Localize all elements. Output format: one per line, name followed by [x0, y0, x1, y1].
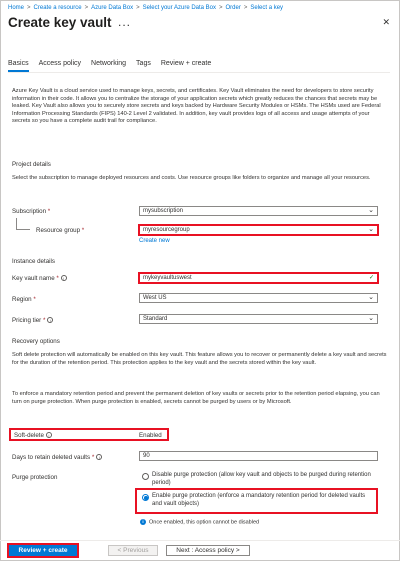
previous-button[interactable]: < Previous [108, 545, 158, 556]
resource-group-label: Resource group * [36, 227, 85, 234]
purge-note: i Once enabled, this option cannot be disabled [140, 519, 259, 525]
tab-review-create[interactable]: Review + create [160, 60, 212, 67]
breadcrumb-azure-data-box[interactable]: Azure Data Box [91, 5, 134, 11]
recovery-desc-2: To enforce a mandatory retention period and prevent the permanent deletion of key vaults or secrets prior to the retention period elapsing, you can turn on purge protection. When purge protection is enabled, secrets cannot be purged by users or by Microsoft. [12, 391, 380, 405]
subscription-select[interactable]: mysubscription ⌄ [139, 206, 378, 216]
review-create-button[interactable]: Review + create [9, 545, 77, 556]
chevron-down-icon: ⌄ [368, 207, 374, 214]
soft-delete-value: Enabled [139, 432, 162, 439]
recovery-options-heading: Recovery options [12, 338, 60, 345]
breadcrumb: Home > Create a resource > Azure Data Box > Select your Azure Data Box > Order > Select a key [8, 5, 284, 11]
key-vault-name-label: Key vault name * i [12, 275, 67, 282]
close-icon[interactable]: ✕ [382, 17, 390, 27]
breadcrumb-create-resource[interactable]: Create a resource [33, 5, 82, 11]
info-icon[interactable]: i [96, 454, 102, 460]
purge-disable-label[interactable]: Disable purge protection (allow key vault and objects to be purged during retention period) [152, 472, 371, 486]
purge-enable-label[interactable]: Enable purge protection (enforce a mandatory retention period for deleted vaults and vault objects) [152, 493, 366, 507]
days-retain-label: Days to retain deleted vaults * i [12, 454, 102, 461]
instance-details-heading: Instance details [12, 258, 55, 265]
next-access-policy-button[interactable]: Next : Access policy > [166, 545, 250, 556]
tab-networking[interactable]: Networking [91, 60, 127, 67]
pricing-tier-label: Pricing tier * i [12, 317, 53, 324]
info-icon[interactable]: i [61, 275, 67, 281]
purge-enable-radio[interactable] [142, 494, 149, 501]
purge-protection-label: Purge protection [12, 474, 58, 481]
chevron-down-icon: ⌄ [368, 294, 374, 301]
tab-access-policy[interactable]: Access policy [38, 60, 82, 67]
info-icon: i [140, 519, 146, 525]
info-icon[interactable]: i [47, 317, 53, 323]
breadcrumb-select-data-box[interactable]: Select your Azure Data Box [142, 5, 216, 11]
breadcrumb-order[interactable]: Order [225, 5, 241, 11]
tree-connector [16, 218, 30, 230]
project-details-desc: Select the subscription to manage deployed resources and costs. Use resource groups like folders to organize and manage all your resources. [12, 175, 371, 181]
subscription-label: Subscription * [12, 208, 51, 215]
tab-divider [8, 72, 390, 73]
create-new-link[interactable]: Create new [139, 238, 170, 244]
footer-divider [0, 540, 400, 541]
intro-text: Azure Key Vault is a cloud service used to manage keys, secrets, and certificates. Key Vault eliminates the need for developers to store security information in their code. It allows you to centralize the storage of your application secrets which greatly reduces the chances that secrets may be leaked. Key Vault also allows you to securely store secrets and keys backed by Hardware Security Modules or HSMs. The HSMs used are Federal Information Processing Standards (FIPS) 140-2 Level 2 validated. In addition, key vault provides logs of all access and usage attempts of your secrets so you have a complete audit trail for compliance. [12, 88, 381, 124]
chevron-down-icon: ⌄ [368, 226, 374, 233]
recovery-desc-1: Soft delete protection will automatically be enabled on this key vault. This feature allows you to recover or permanently delete a key vault and secrets for the duration of the retention period. This protection applies to the key vault and the secrets stored within the key vault. [12, 352, 387, 366]
soft-delete-label: Soft-delete i [14, 432, 52, 439]
info-icon[interactable]: i [46, 432, 52, 438]
tab-basics[interactable]: Basics [8, 60, 29, 72]
tab-bar [8, 60, 221, 72]
page-title: Create key vault [8, 15, 112, 30]
project-details-heading: Project details [12, 161, 51, 168]
more-icon[interactable]: ... [118, 15, 132, 29]
tab-tags[interactable]: Tags [136, 60, 151, 67]
key-vault-name-input[interactable]: mykeyvaultuswest ✓ [138, 272, 379, 284]
chevron-down-icon: ⌄ [368, 315, 374, 322]
breadcrumb-select-key[interactable]: Select a key [250, 5, 284, 11]
breadcrumb-home[interactable]: Home [8, 5, 25, 11]
purge-disable-radio[interactable] [142, 473, 149, 480]
region-label: Region * [12, 296, 36, 303]
days-retain-input[interactable]: 90 [139, 451, 378, 461]
checkmark-icon: ✓ [368, 275, 374, 281]
resource-group-select[interactable]: myresourcegroup ⌄ [138, 224, 379, 236]
pricing-tier-select[interactable]: Standard ⌄ [139, 314, 378, 324]
region-select[interactable]: West US ⌄ [139, 293, 378, 303]
